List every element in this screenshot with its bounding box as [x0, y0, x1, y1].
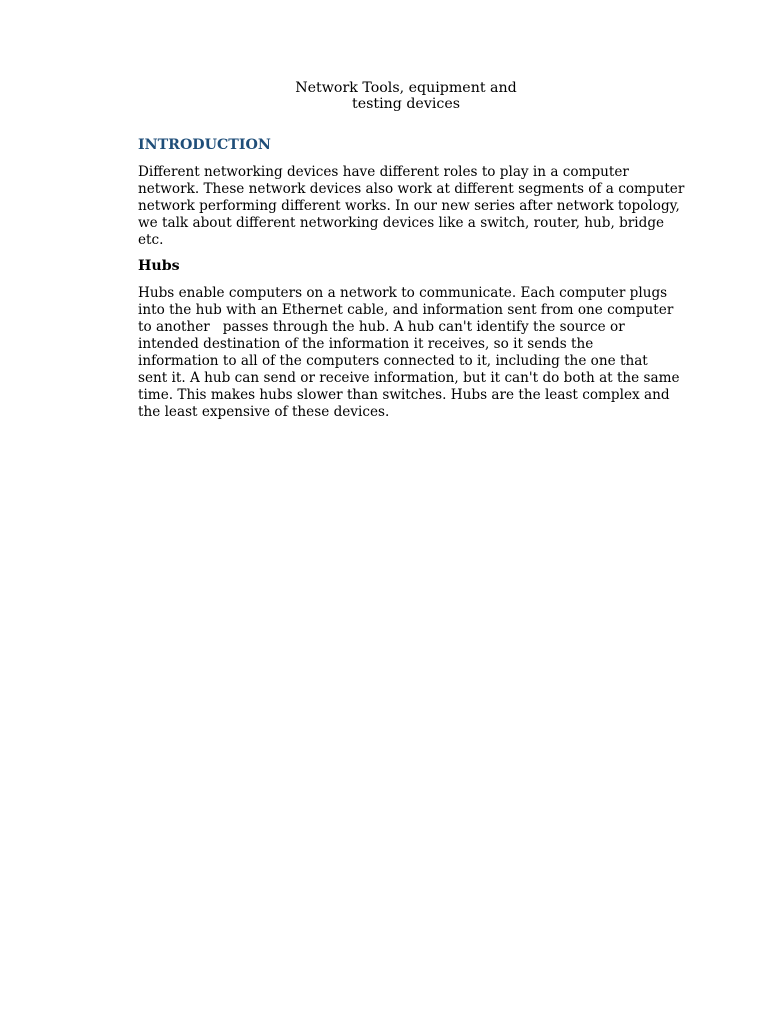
paragraph-line: into the hub with an Ethernet cable, and information sent from one computer: [138, 302, 674, 318]
introduction-heading: INTRODUCTION: [138, 137, 271, 153]
introduction-paragraph: [138, 164, 683, 249]
title-line: Network Tools, equipment and: [295, 80, 517, 96]
paragraph-line: we talk about different networking devices like a switch, router, hub, bridge: [138, 215, 665, 231]
paragraph-line: Different networking devices have different roles to play in a computer: [138, 164, 629, 180]
paragraph-line: etc.: [138, 232, 164, 248]
paragraph-line: time. This makes hubs slower than switches. Hubs are the least complex and: [138, 387, 670, 403]
paragraph-line: the least expensive of these devices.: [138, 404, 390, 420]
document-title: [0, 80, 768, 112]
paragraph-line: intended destination of the information it receives, so it sends the: [138, 336, 594, 352]
paragraph-line: sent it. A hub can send or receive information, but it can't do both at the same: [138, 370, 680, 386]
hubs-heading: Hubs: [138, 258, 180, 274]
paragraph-line: network. These network devices also work at different segments of a computer: [138, 181, 685, 197]
document-body: [138, 136, 683, 429]
title-line: testing devices: [352, 96, 460, 112]
paragraph-line: Hubs enable computers on a network to communicate. Each computer plugs: [138, 285, 668, 301]
paragraph-line: information to all of the computers connected to it, including the one that: [138, 353, 648, 369]
paragraph-line: network performing different works. In our new series after network topology,: [138, 198, 680, 214]
hubs-paragraph: [138, 285, 683, 421]
paragraph-line: to another passes through the hub. A hub can't identify the source or: [138, 319, 625, 335]
